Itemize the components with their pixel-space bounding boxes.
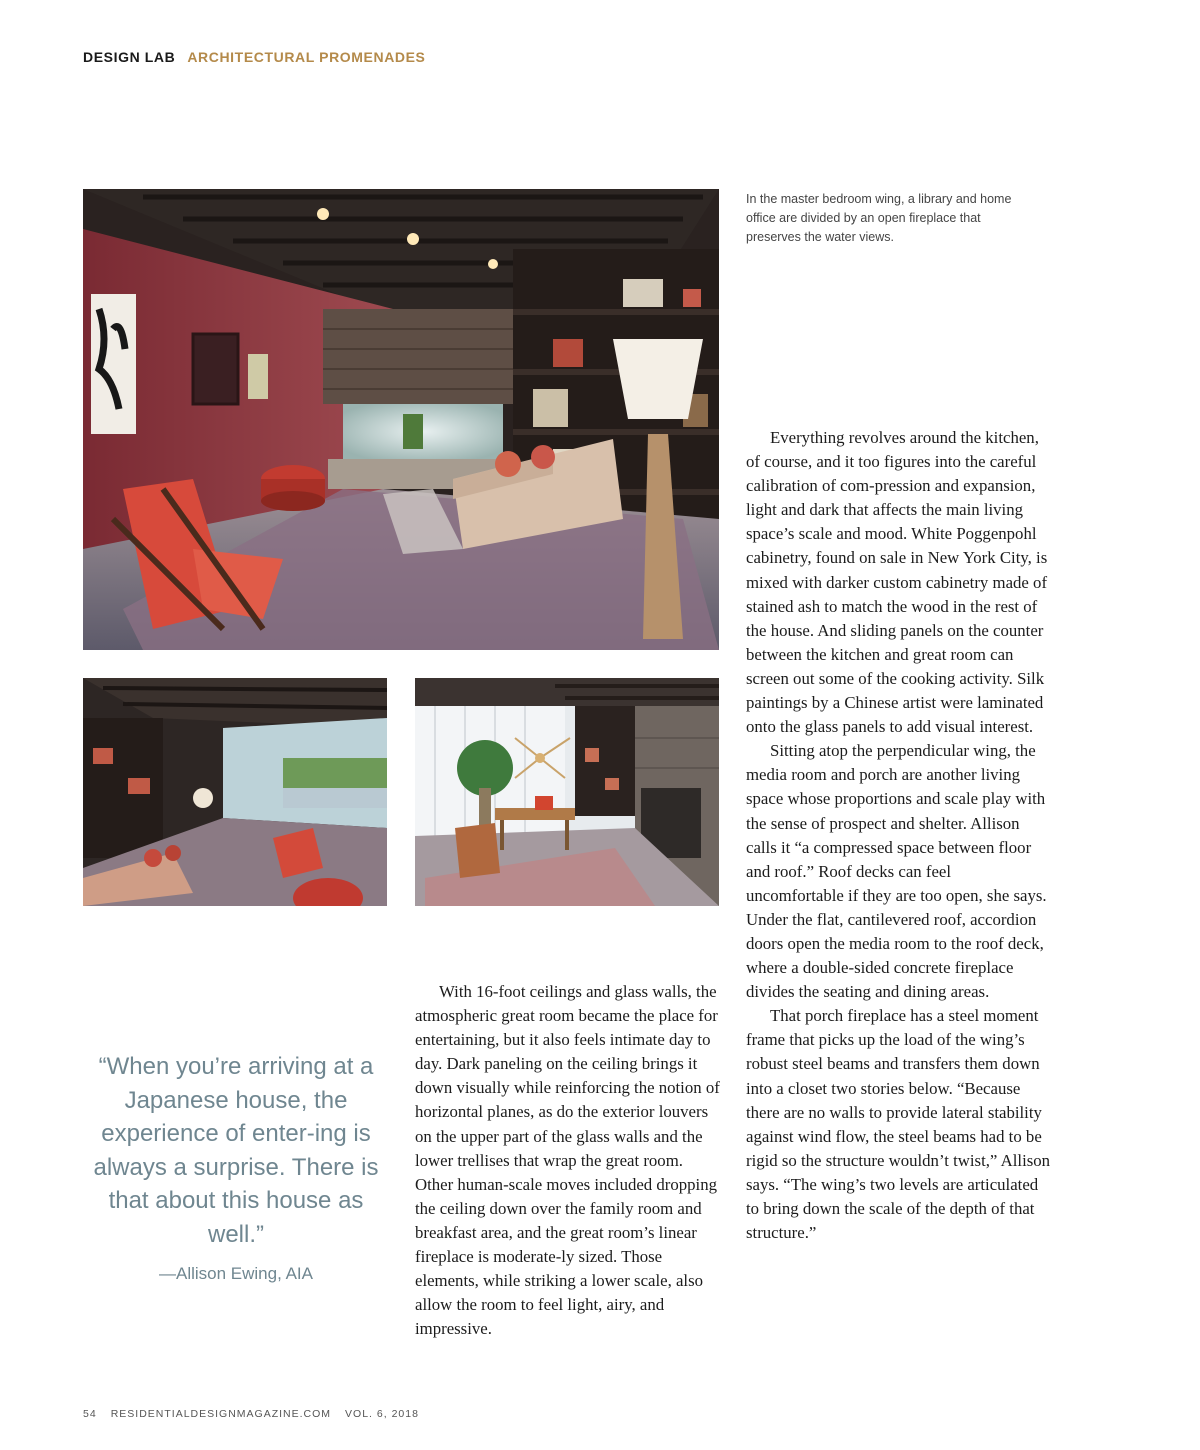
page-footer — [83, 1408, 433, 1420]
great-room-photo — [83, 678, 387, 906]
pull-quote-attribution: —Allison Ewing, AIA — [158, 1263, 313, 1283]
issue-label: VOL. 6, 2018 — [345, 1408, 419, 1420]
pull-quote-text: “When you’re arriving at a Japanese house, the experience of enter-ing is always a surprise. There is that about this house as well.” — [93, 1053, 379, 1248]
library-office-photo — [415, 678, 719, 906]
main-photo — [83, 189, 719, 650]
section-label: DESIGN LAB — [83, 49, 176, 65]
article-column-middle — [415, 980, 721, 1341]
article-column-right — [746, 426, 1052, 1245]
paragraph: Everything revolves around the kitchen, of course, and it too figures into the careful calibration of com-pression and expansion, light and dark that affects the main living space’s scale and mood. White Poggenpohl cabinetry, found on sale in New York City, is mixed with darker custom cabinetry made of stained ash to match the wood in the rest of the house. And sliding panels on the counter between the kitchen and great room can screen out some of the cooking activity. Silk paintings by a Chinese artist were laminated onto the glass panels to add visual interest. — [746, 428, 1048, 737]
page-number: 54 — [83, 1408, 97, 1420]
site-url: RESIDENTIALDESIGNMAGAZINE.COM — [110, 1408, 332, 1420]
pull-quote — [83, 1050, 389, 1284]
photo-caption: In the master bedroom wing, a library and home office are divided by an open fireplace that preserves the water views. — [746, 192, 1012, 244]
topic-label: ARCHITECTURAL PROMENADES — [187, 49, 426, 65]
paragraph: Sitting atop the perpendicular wing, the media room and porch are another living space whose proportions and scale play with the sense of prospect and shelter. Allison calls it “a compressed space between floor and roof.” Roof decks can feel uncomfortable if they are too open, she says. Under the flat, cantilevered roof, accordion doors open the media room to the roof deck, where a double-sided concrete fireplace divides the seating and dining areas. — [746, 741, 1047, 1002]
paragraph: That porch fireplace has a steel moment frame that picks up the load of the wing’s robust steel beams and transfers them down into a closet two stories below. “Because there are no walls to provide lateral stability against wind flow, the steel beams had to be rigid so the structure wouldn’t twist,” Allison says. “The wing’s two levels are articulated to bring down the scale of the depth of that structure.” — [746, 1006, 1051, 1243]
paragraph: With 16-foot ceilings and glass walls, the atmospheric great room became the place for entertaining, but it also feels intimate day to day. Dark paneling on the ceiling brings it down visually while reinforcing the notion of horizontal planes, as do the exterior louvers on the upper part of the glass walls and the lower trellises that wrap the great room. Other human-scale moves included dropping the ceiling down over the family room and breakfast area, and the great room’s linear fireplace is moderate-ly sized. Those elements, while striking a lower scale, also allow the room to feel light, airy, and impressive. — [415, 982, 720, 1339]
page-header — [83, 49, 426, 65]
